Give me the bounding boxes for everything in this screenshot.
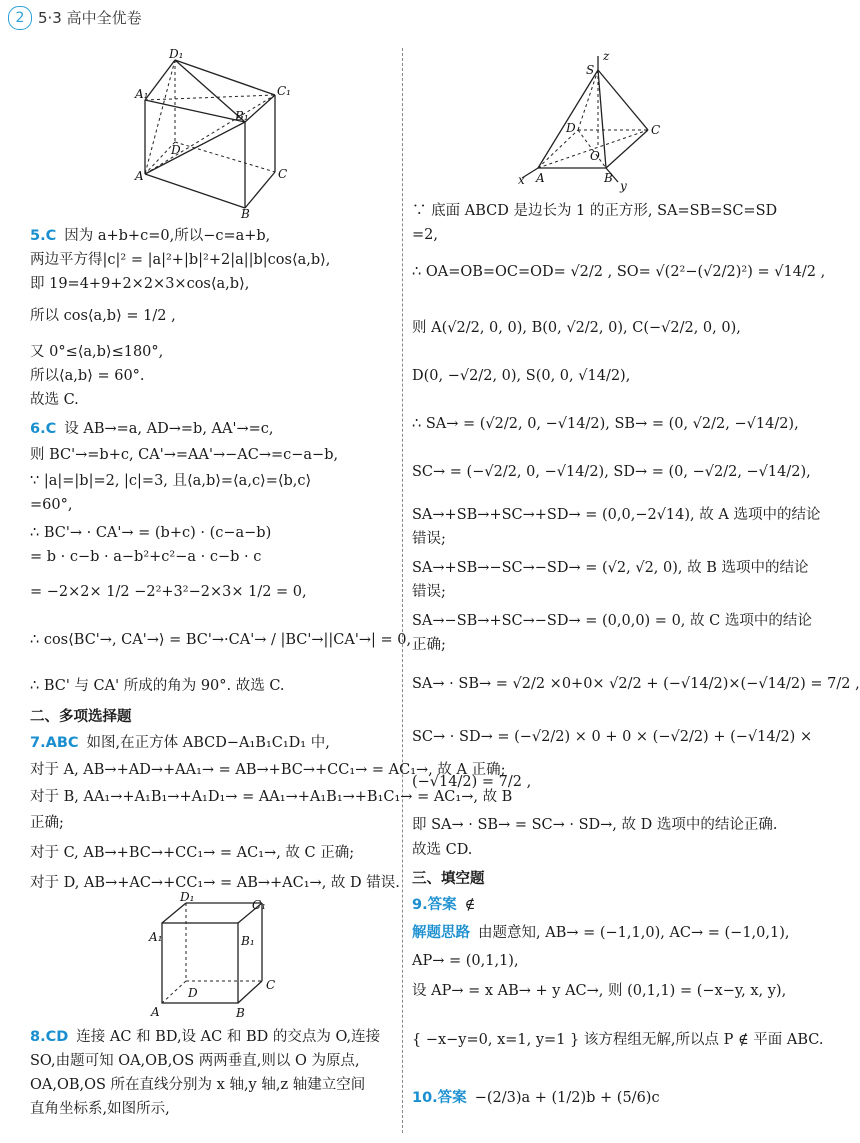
section-heading: 二、多项选择题 — [30, 709, 132, 725]
column-divider — [402, 48, 403, 1133]
line-text: SO,由题可知 OA,OB,OS 两两垂直,则以 O 为原点, — [30, 1053, 360, 1069]
line-text: 因为 a+b+c=0,所以−c=a+b, — [64, 228, 271, 244]
text-line — [412, 869, 485, 889]
line-text: SA→ · SB→ = √2/2 ×0+0× √2/2 + (−√14/2)×(−√14/2) = 7/2 , — [412, 676, 860, 692]
text-line — [412, 635, 446, 655]
text-line — [412, 895, 475, 915]
line-text: { −x−y=0, x=1, y=1 } 该方程组无解,所以点 P ∉ 平面 ABC. — [412, 1032, 824, 1048]
svg-text:C₁: C₁ — [277, 84, 291, 98]
line-text: 又 0°≤⟨a,b⟩≤180°, — [30, 344, 164, 360]
line-text: SA→−SB→+SC→−SD→ = (0,0,0) = 0, 故 C 选项中的结论 — [412, 613, 812, 629]
text-line — [30, 1099, 170, 1119]
text-line — [412, 529, 446, 549]
line-text: 错误; — [412, 531, 446, 547]
text-line — [412, 840, 472, 860]
question-number: 10.答案 — [412, 1090, 467, 1106]
svg-text:x: x — [518, 173, 525, 187]
line-text: ∴ BC'→ · CA'→ = (b+c) · (c−a−b) — [30, 525, 272, 541]
text-line — [412, 505, 820, 525]
question-number: 7.ABC — [30, 735, 79, 751]
svg-text:C₁: C₁ — [252, 898, 266, 912]
line-text: = b · c−b · a−b²+c²−a · c−b · c — [30, 549, 262, 565]
svg-text:B₁: B₁ — [241, 934, 255, 948]
line-text: 错误; — [412, 584, 446, 600]
text-line — [30, 390, 79, 410]
text-line — [30, 471, 311, 491]
text-line — [30, 843, 354, 863]
line-text: =60°, — [30, 497, 73, 513]
text-line — [30, 1051, 360, 1071]
svg-text:A₁: A₁ — [149, 930, 163, 944]
text-line — [30, 630, 411, 650]
svg-text:D: D — [566, 121, 576, 135]
line-text: SC→ = (−√2/2, 0, −√14/2), SD→ = (0, −√2/2, −√14/2), — [412, 464, 811, 480]
text-line — [30, 419, 274, 439]
text-line — [30, 676, 285, 696]
line-text: ∵ |a|=|b|=2, |c|=3, 且⟨a,b⟩=⟨a,c⟩=⟨b,c⟩ — [30, 473, 312, 489]
line-text: SA→+SB→−SC→−SD→ = (√2, √2, 0), 故 B 选项中的结论 — [412, 560, 809, 576]
text-line — [412, 727, 812, 747]
line-text: 设 AB→=a, AD→=b, AA'→=c, — [64, 421, 274, 437]
line-text: ∴ cos⟨BC'→, CA'→⟩ = BC'→·CA'→ / |BC'→||CA'→| = 0, — [30, 632, 412, 648]
text-line — [30, 1075, 365, 1095]
line-text: 设 AP→ = x AB→ + y AC→, 则 (0,1,1) = (−x−y, x, y), — [412, 983, 787, 999]
text-line — [412, 414, 799, 434]
line-text: SC→ · SD→ = (−√2/2) × 0 + 0 × (−√2/2) + (−√14/2) × — [412, 729, 813, 745]
text-line — [412, 674, 860, 694]
svg-text:y: y — [620, 179, 627, 193]
line-text: 故选 C. — [30, 392, 79, 408]
svg-text:C: C — [651, 123, 661, 137]
line-text: 则 BC'→=b+c, CA'→=AA'→−AC→=c−a−b, — [30, 447, 339, 463]
text-line — [412, 981, 786, 1001]
text-line — [30, 306, 176, 326]
line-text: ∴ SA→ = (√2/2, 0, −√14/2), SB→ = (0, √2/2, −√14/2), — [412, 416, 799, 432]
svg-text:B: B — [241, 207, 250, 221]
text-line — [412, 815, 777, 835]
prism-figure — [135, 47, 295, 221]
text-line — [30, 250, 330, 270]
question-number: 8.CD — [30, 1029, 69, 1045]
cube-figure — [148, 890, 278, 1021]
svg-text:A: A — [135, 169, 144, 183]
line-text: ∴ BC' 与 CA' 所成的角为 90°. 故选 C. — [30, 678, 285, 694]
svg-text:B: B — [236, 1006, 245, 1020]
svg-text:A: A — [536, 171, 545, 185]
line-text: 对于 D, AB→+AC→+CC₁→ = AB→+AC₁→, 故 D 错误. — [30, 875, 400, 891]
text-line — [412, 318, 741, 338]
line-text: = −2×2× 1/2 −2²+3²−2×3× 1/2 = 0, — [30, 584, 307, 600]
question-number: 解题思路 — [412, 925, 470, 941]
line-text: 对于 B, AA₁→+A₁B₁→+A₁D₁→ = AA₁→+A₁B₁→+B₁C₁→ = AC₁→, 故 B — [30, 789, 513, 805]
text-line — [30, 342, 163, 362]
text-line — [412, 262, 825, 282]
line-text: 直角坐标系,如图所示, — [30, 1101, 170, 1117]
question-number: 6.C — [30, 421, 57, 437]
text-line — [30, 707, 132, 727]
text-line — [30, 813, 64, 833]
line-text: −(2/3)a + (1/2)b + (5/6)c — [474, 1090, 660, 1106]
text-line — [30, 523, 271, 543]
text-line — [412, 225, 438, 245]
question-number: 5.C — [30, 228, 57, 244]
text-line — [30, 733, 330, 753]
svg-text:B: B — [604, 171, 613, 185]
line-text: 故选 CD. — [412, 842, 473, 858]
svg-text:z: z — [603, 49, 610, 63]
svg-text:C: C — [266, 978, 276, 992]
text-line — [412, 558, 809, 578]
line-text: 正确; — [30, 815, 64, 831]
text-line — [30, 495, 72, 515]
svg-text:D: D — [188, 986, 198, 1000]
pyramid-figure — [516, 50, 666, 195]
line-text: ∵ 底面 ABCD 是边长为 1 的正方形, SA=SB=SC=SD — [412, 203, 778, 219]
text-line — [30, 226, 270, 246]
text-line — [412, 366, 630, 386]
line-text: SA→+SB→+SC→+SD→ = (0,0,−2√14), 故 A 选项中的结论 — [412, 507, 821, 523]
svg-text:S: S — [586, 63, 595, 77]
svg-text:D₁: D₁ — [180, 890, 195, 904]
line-text: 正确; — [412, 637, 446, 653]
line-text: 所以⟨a,b⟩ = 60°. — [30, 368, 145, 384]
line-text: 对于 A, AB→+AD→+AA₁→ = AB→+BC→+CC₁→ = AC₁→, 故 A 正确; — [30, 762, 506, 778]
line-text: (−√14/2) = 7/2 , — [412, 774, 532, 790]
section-heading: 三、填空题 — [412, 871, 485, 887]
line-text: =2, — [412, 227, 438, 243]
svg-text:D₁: D₁ — [169, 47, 184, 61]
svg-text:A₁: A₁ — [135, 87, 149, 101]
line-text: 即 SA→ · SB→ = SC→ · SD→, 故 D 选项中的结论正确. — [412, 817, 778, 833]
line-text: 连接 AC 和 BD,设 AC 和 BD 的交点为 O,连接 — [76, 1029, 381, 1045]
page-number: 2 — [8, 6, 32, 30]
line-text: 即 19=4+9+2×2×3×cos⟨a,b⟩, — [30, 276, 250, 292]
text-line — [412, 772, 531, 792]
text-line — [412, 611, 812, 631]
svg-text:O: O — [590, 149, 600, 163]
text-line — [412, 462, 811, 482]
line-text: AP→ = (0,1,1), — [412, 953, 519, 969]
svg-text:C: C — [278, 167, 288, 181]
text-line — [412, 1030, 824, 1050]
text-line — [412, 923, 790, 943]
text-line — [412, 201, 777, 221]
text-line — [30, 445, 338, 465]
text-line — [412, 1088, 660, 1108]
svg-text:A: A — [151, 1005, 160, 1019]
line-text: 对于 C, AB→+BC→+CC₁→ = AC₁→, 故 C 正确; — [30, 845, 355, 861]
line-text: 两边平方得|c|² = |a|²+|b|²+2|a||b|cos⟨a,b⟩, — [30, 252, 331, 268]
line-text: ∉ — [464, 897, 476, 913]
line-text: ∴ OA=OB=OC=OD= √2/2 , SO= √(2²−(√2/2)²) = √14/2 , — [412, 264, 826, 280]
svg-text:B₁: B₁ — [235, 109, 249, 123]
text-line — [412, 582, 446, 602]
text-line — [30, 582, 307, 602]
page-header — [0, 0, 800, 34]
svg-text:D: D — [171, 143, 181, 157]
line-text: 则 A(√2/2, 0, 0), B(0, √2/2, 0), C(−√2/2, 0, 0), — [412, 320, 741, 336]
text-line — [412, 951, 519, 971]
line-text: D(0, −√2/2, 0), S(0, 0, √14/2), — [412, 368, 631, 384]
text-line — [30, 1027, 380, 1047]
question-number: 9.答案 — [412, 897, 457, 913]
text-line — [30, 547, 261, 567]
book-title: 5·3 高中全优卷 — [38, 9, 142, 27]
line-text: 所以 cos⟨a,b⟩ = 1/2 , — [30, 308, 176, 324]
line-text: 由题意知, AB→ = (−1,1,0), AC→ = (−1,0,1), — [478, 925, 790, 941]
text-line — [30, 366, 145, 386]
text-line — [30, 274, 249, 294]
text-line — [30, 873, 400, 893]
line-text: OA,OB,OS 所在直线分别为 x 轴,y 轴,z 轴建立空间 — [30, 1077, 366, 1093]
line-text: 如图,在正方体 ABCD−A₁B₁C₁D₁ 中, — [86, 735, 330, 751]
